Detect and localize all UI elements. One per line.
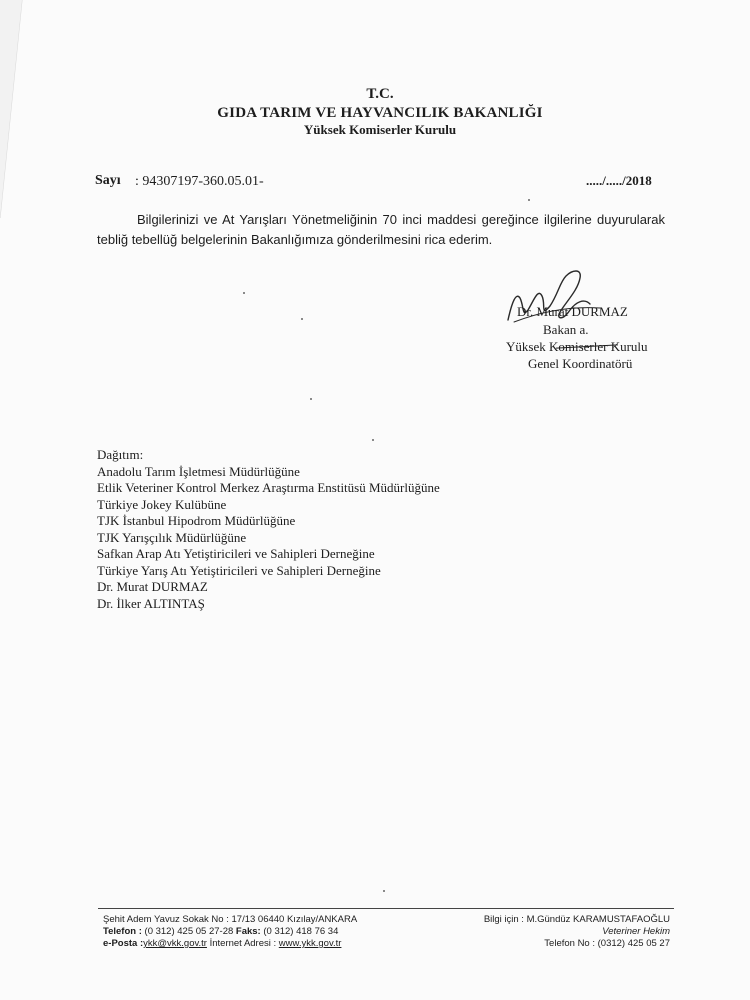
footer-info-contact: Bilgi için : M.Gündüz KARAMUSTAFAOĞLU [483, 914, 670, 925]
body-paragraph-text: Bilgilerinizi ve At Yarışları Yönetmeliğinin 70 inci maddesi gereğince ilgilerine duyurularak tebliğ tebellüğ belgelerinin Bakanlığımıza gönderilmesini rica ederim. [97, 212, 665, 247]
signatory-title: Genel Koordinatörü [528, 356, 633, 371]
footer-fax-label: Faks: [235, 926, 261, 937]
header-ministry: GIDA TARIM VE HAYVANCILIK BAKANLIĞI [217, 105, 543, 121]
distribution-item: Dr. Murat DURMAZ [97, 579, 208, 594]
document-date: ...../...../2018 [586, 173, 652, 188]
distribution-item: Türkiye Jokey Kulübüne [97, 496, 227, 512]
distribution-list [97, 447, 440, 612]
footer-web-label: İnternet Adresi : [209, 938, 277, 949]
scan-speck [528, 199, 530, 201]
distribution-item: Etlik Veteriner Kontrol Merkez Araştırma Enstitüsü Müdürlüğüne [97, 480, 440, 495]
footer-phone-line [103, 926, 357, 938]
footer-address: Şehit Adem Yavuz Sokak No : 17/13 06440 Kızılay/ANKARA [103, 914, 358, 925]
footer-phone-label: Telefon : [103, 926, 142, 937]
distribution-heading: Dağıtım: [97, 447, 144, 462]
body-paragraph [97, 210, 665, 250]
scan-speck [310, 398, 312, 400]
signatory-name: Dr. Murat DURMAZ [517, 304, 628, 319]
footer-info-phone: Telefon No : (0312) 425 05 27 [544, 938, 670, 949]
distribution-item: Türkiye Yarış Atı Yetiştiricileri ve Sahipleri Derneğine [97, 562, 381, 578]
footer-divider [98, 908, 674, 909]
distribution-item: TJK Yarışçılık Müdürlüğüne [97, 529, 247, 545]
scan-speck [243, 292, 245, 294]
footer-fax: (0 312) 418 76 34 [263, 926, 339, 937]
footer-contact [103, 914, 357, 950]
footer-info [450, 914, 670, 950]
distribution-item: Anadolu Tarım İşletmesi Müdürlüğüne [97, 463, 300, 479]
footer-info-title: Veteriner Hekim [602, 926, 670, 937]
distribution-item: Dr. İlker ALTINTAŞ [97, 595, 205, 611]
footer-email-line [103, 938, 357, 950]
scan-speck [372, 439, 374, 441]
signatory-role: Bakan a. [543, 322, 589, 337]
footer-email-label: e-Posta : [103, 938, 144, 949]
footer-web-link[interactable]: www.ykk.gov.tr [278, 938, 342, 949]
scan-speck [301, 318, 303, 320]
reference-number: : 94307197-360.05.01- [135, 174, 264, 189]
footer-phone: (0 312) 425 05 27-28 [144, 926, 234, 937]
header-committee: Yüksek Komiserler Kurulu [303, 122, 457, 137]
header-tc: T.C. [366, 86, 394, 102]
footer-email-link[interactable]: ykk@vkk.gov.tr [143, 938, 207, 949]
scan-speck [383, 890, 385, 892]
distribution-item: Safkan Arap Atı Yetiştiricileri ve Sahipleri Derneğine [97, 546, 375, 561]
distribution-item: TJK İstanbul Hipodrom Müdürlüğüne [97, 513, 296, 528]
reference-label: Sayı [95, 173, 121, 188]
signatory-organization: Yüksek Komiserler Kurulu [506, 339, 648, 354]
